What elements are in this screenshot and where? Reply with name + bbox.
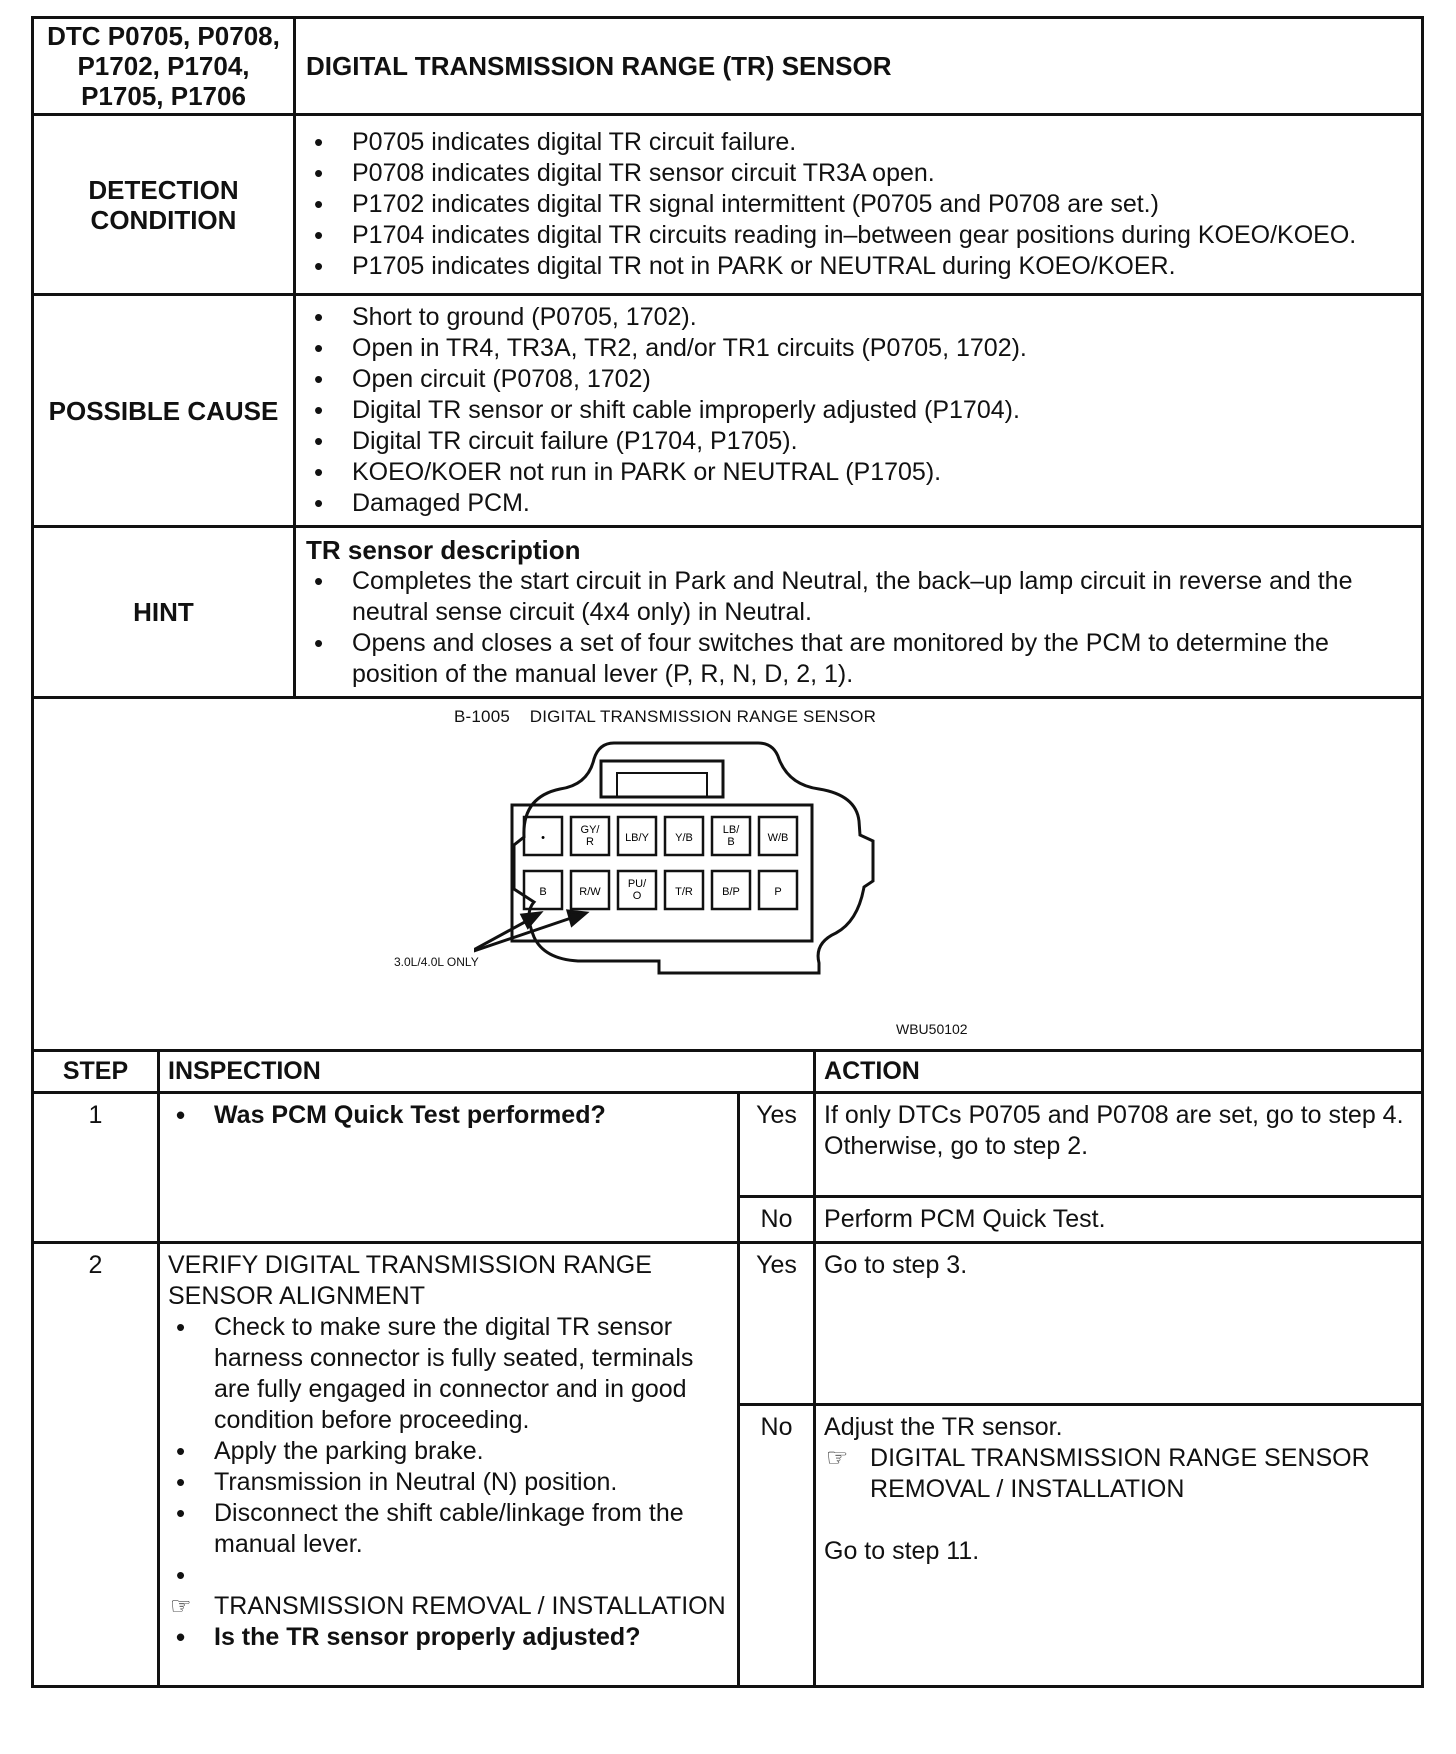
pin-label: Y/B [675,832,693,844]
reference-text: DIGITAL TRANSMISSION RANGE SENSOR REMOVAL / INSTALLATION [870,1444,1370,1503]
pin-label: • [541,832,545,844]
pin-label: P [774,886,782,898]
pin-label: LB/ [722,824,740,836]
step2-list [168,1312,729,1653]
dtc-page [31,16,1421,1688]
hint-list [306,566,1411,690]
list-item: • Damaged PCM. [306,488,1411,519]
step2-yes-action: Go to step 3. [815,1243,1423,1405]
list-item: • P1702 indicates digital TR signal intermittent (P0705 and P0708 are set.) [306,189,1411,220]
step2-inspection [159,1243,739,1687]
figure-caption: B-1005 DIGITAL TRANSMISSION RANGE SENSOR [454,707,877,726]
step-number: 1 [33,1093,159,1243]
dtc-code-label: DTC P0705, P0708, P1702, P1704, P1705, P1706 [33,18,295,115]
pin-label: R/W [579,886,601,898]
reference-icon: ☞ [826,1444,849,1472]
action-text: Go to step 11. [824,1537,980,1565]
pin-label: T/R [675,886,693,898]
connector-diagram [474,737,994,1027]
list-item: • Digital TR sensor or shift cable improperly adjusted (P1704). [306,395,1411,426]
step1-yes-action [815,1093,1423,1197]
figure-code: WBU50102 [896,1021,968,1037]
action-text: If only DTCs P0705 and P0708 are set, go to step 4. [824,1101,1404,1129]
list-item: • Open in TR4, TR3A, TR2, and/or TR1 circuits (P0705, 1702). [306,333,1411,364]
list-item [168,1560,729,1591]
list-item: • KOEO/KOER not run in PARK or NEUTRAL (P1705). [306,457,1411,488]
step2-no-label: No [739,1405,815,1687]
list-item: • Apply the parking brake. [168,1436,729,1467]
step2-reference: ☞ TRANSMISSION REMOVAL / INSTALLATION [168,1591,729,1622]
step1-question: • Was PCM Quick Test performed? [168,1100,729,1131]
list-item: • Open circuit (P0708, 1702) [306,364,1411,395]
hint-content [295,527,1423,698]
pin-label: R [586,836,594,848]
hint-title: TR sensor description [306,535,581,565]
list-item: • P1704 indicates digital TR circuits reading in–between gear positions during KOEO/KOEO. [306,220,1411,251]
action-reference [824,1443,1413,1505]
header-step: STEP [33,1051,159,1093]
pin-label: GY/ [580,824,600,836]
list-item: • Short to ground (P0705, 1702). [306,302,1411,333]
step2-yes-label: Yes [739,1243,815,1405]
pin-label: O [632,890,642,902]
step2-question: • Is the TR sensor properly adjusted? [168,1622,729,1653]
pin-label: W/B [767,832,789,844]
list-item: • Disconnect the shift cable/linkage from the manual lever. [168,1498,729,1560]
detection-list [306,127,1411,282]
figure-cell [33,698,1423,1051]
step-number: 2 [33,1243,159,1687]
step1-no-action: Perform PCM Quick Test. [815,1197,1423,1243]
list-item: • Transmission in Neutral (N) position. [168,1467,729,1498]
pin-label: LB/Y [625,832,649,844]
step2-no-action [815,1405,1423,1687]
step1-no-label: No [739,1197,815,1243]
hint-label: HINT [33,527,295,698]
step1-yes-label: Yes [739,1093,815,1197]
list-item: • P0705 indicates digital TR circuit failure. [306,127,1411,158]
page-title: DIGITAL TRANSMISSION RANGE (TR) SENSOR [295,18,1423,115]
header-action: ACTION [815,1051,1423,1093]
list-item: • Check to make sure the digital TR sensor harness connector is fully seated, terminals are fully engaged in connector and in good condition before proceeding. [168,1312,729,1436]
step2-heading: VERIFY DIGITAL TRANSMISSION RANGE SENSOR ALIGNMENT [168,1251,652,1310]
list-item: • Completes the start circuit in Park and Neutral, the back–up lamp circuit in reverse and the neutral sense circuit (4x4 only) in Neutral. [306,566,1411,628]
pin-label: B [727,836,735,848]
action-text: Otherwise, go to step 2. [824,1132,1089,1160]
steps-table [31,1049,1424,1688]
cause-list [306,302,1411,519]
dtc-info-table [31,16,1424,1052]
cause-content [295,295,1423,527]
action-text: Adjust the TR sensor. [824,1413,1063,1441]
detection-content [295,115,1423,295]
list-item: • P1705 indicates digital TR not in PARK or NEUTRAL during KOEO/KOER. [306,251,1411,282]
figure-note: 3.0L/4.0L ONLY [394,955,479,969]
pin-label: B/P [722,886,740,898]
pin-label: B [539,886,547,898]
pin-label: PU/ [627,878,647,890]
cause-label: POSSIBLE CAUSE [33,295,295,527]
detection-label: DETECTION CONDITION [33,115,295,295]
header-inspection: INSPECTION [159,1051,815,1093]
list-item: • P0708 indicates digital TR sensor circuit TR3A open. [306,158,1411,189]
list-item: • Digital TR circuit failure (P1704, P1705). [306,426,1411,457]
list-item: • Opens and closes a set of four switches that are monitored by the PCM to determine the position of the manual lever (P, R, N, D, 2, 1). [306,628,1411,690]
step1-inspection [159,1093,739,1243]
